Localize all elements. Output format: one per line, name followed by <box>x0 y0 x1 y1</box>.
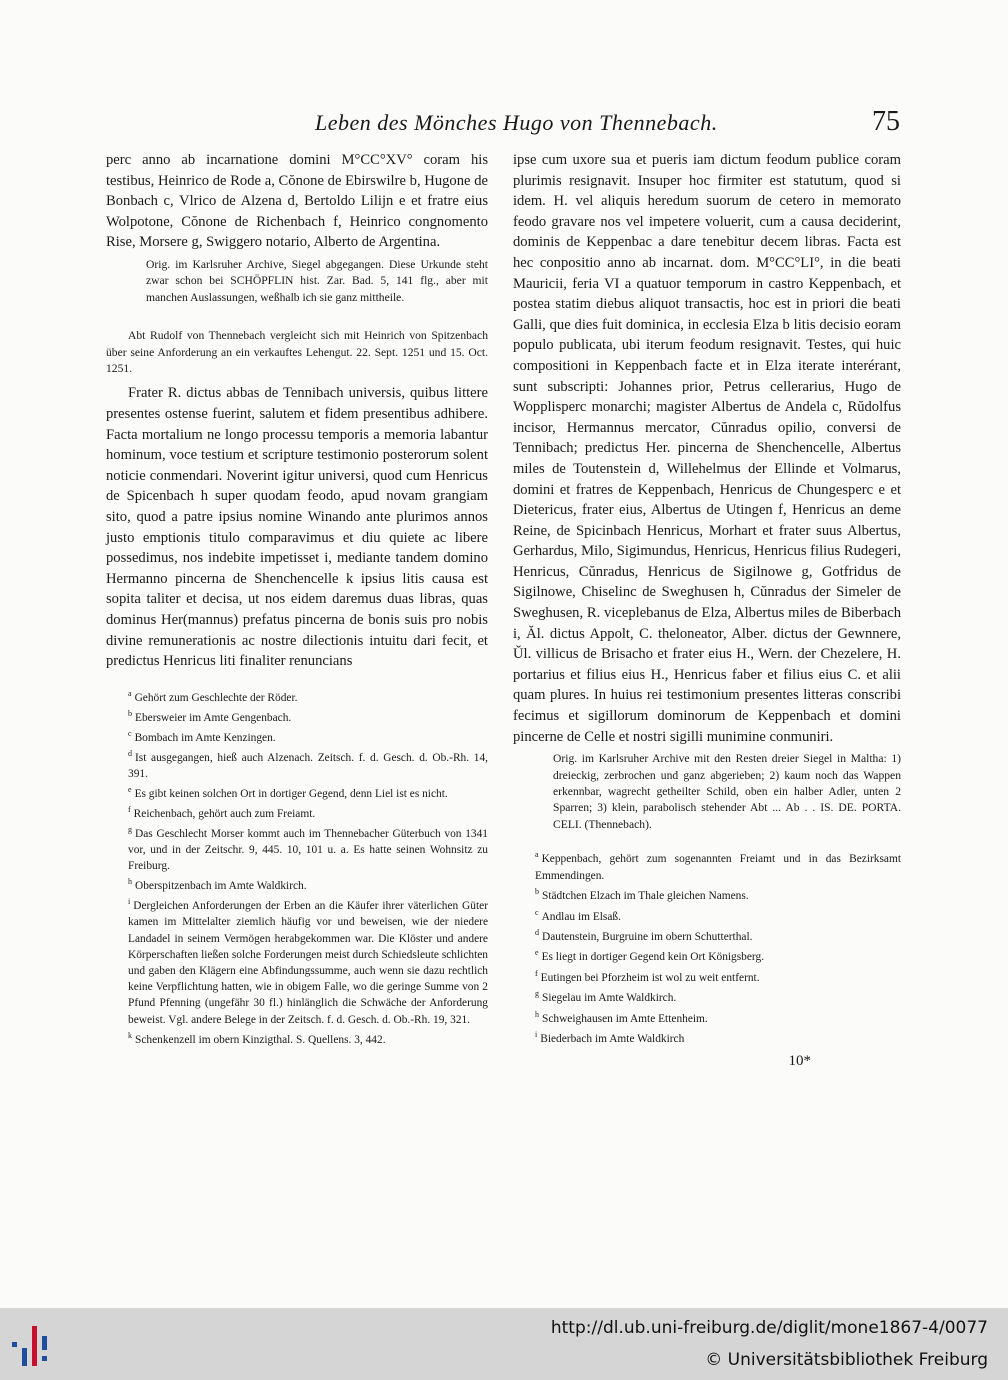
footnote: $^i$ Biederbach im Amte Waldkirch <box>535 1029 685 1045</box>
footnote: $^f$ Reichenbach, gehört auch zum Freiamt. <box>128 804 316 820</box>
footnote: $^b$ Städtchen Elzach im Thale gleichen Namens. <box>535 887 749 903</box>
footnote: $^g$ Siegelau im Amte Waldkirch. <box>535 989 677 1004</box>
left-column <box>106 150 488 1048</box>
footnote: $^h$ Oberspitzenbach im Amte Waldkirch. <box>128 877 307 893</box>
signature-mark: 10* <box>788 1053 811 1070</box>
copyright-text: © Universitätsbibliothek Freiburg <box>705 1350 988 1370</box>
footnote: $^c$ Bombach im Amte Kenzingen. <box>128 728 276 744</box>
footnote: $^a$ Keppenbach, gehört zum sogenannten Freiamt und in das Bezirksamt Emmendingen. <box>535 850 901 882</box>
footnote: $^i$ Dergleichen Anforderungen der Erben an die Käufer ihrer väterlichen Güter kamen im Mittelalter ziemlich häufig vor und beweisen, wie der niedere Landadel in seinem Vermögen herabgekommen war. Die Klöster und andere Körperschaften ließen solche Forderungen meist durch Schiedsleute schlichten und gaben den Klägern eine Abfindungssumme, auch wenn sie dazu rechtlich keine Verpflichtung hatten, wie in obigem Falle, wo die geringe Summe von 2 Pfund Pfenning (ungefähr 30 fl.) hinlänglich die Schwäche der Anforderung beweist. Vgl. andere Belege in der Zeitsch. f. d. Gesch. d. Ob.-Rh. 19, 321. <box>128 897 488 1026</box>
left-paragraph-1: perc anno ab incarnatione domini M°CC°XV° coram his testibus, Heinrico de Rode a, Cŏnone de Ebirswilre b, Hugone de Bonbach c, Vlrico de Alzena d, Bertoldo Lilijn e et fratre eius Wolpotone, Cŏnone de Richenbach f, Heinrico congnomento Rise, Morsere g, Swiggero notario, Alberto de Argentina. <box>106 152 488 251</box>
library-logo-icon <box>10 1320 54 1372</box>
footer-bar <box>0 1308 1008 1380</box>
archive-note-right: Orig. im Karlsruher Archive mit den Resten dreier Siegel in Maltha: 1) dreieckig, zerbrochen und ganz abgerieben; 2) kaum noch das Wappen erkennbar, wagrecht getheilter Schild, oben ein halber Adler, unten 2 Sparren; 3) klein, parabolisch stehender Abt ... Ab . . IS. DE. PORTA. CELI. (Thennebach). <box>553 752 901 831</box>
right-column <box>513 150 901 1070</box>
footnote: $^c$ Andlau im Elsaß. <box>535 907 621 923</box>
footnote: $^f$ Eutingen bei Pforzheim ist wol zu weit entfernt. <box>535 968 760 984</box>
footnote: $^h$ Schweighausen im Amte Ettenheim. <box>535 1009 708 1025</box>
footnote: $^e$ Es liegt in dortiger Gegend kein Ort Königsberg. <box>535 948 765 964</box>
running-title: Leben des Mönches Hugo von Thennebach. <box>315 110 718 135</box>
footnote: $^e$ Es gibt keinen solchen Ort in dortiger Gegend, denn Liel ist es nicht. <box>128 784 448 800</box>
right-footnotes <box>513 847 901 1047</box>
page-number: 75 <box>872 106 900 137</box>
document-heading: Abt Rudolf von Thennebach vergleicht sich mit Heinrich von Spitzenbach über seine Anforderung an ein verkauftes Lehengut. 22. Sept. 1251 und 15. Oct. 1251. <box>106 329 488 375</box>
footnote: $^d$ Ist ausgegangen, hieß auch Alzenach. Zeitsch. f. d. Gesch. d. Ob.-Rh. 14, 391. <box>128 748 488 780</box>
footnote: $^a$ Gehört zum Geschlechte der Röder. <box>128 688 298 704</box>
right-paragraph-1: ipse cum uxore sua et pueris iam dictum feodum publice coram plurimis resignavit. Insuper hoc firmiter est statutum, quod si idem. H. vel aliquis heredum suorum de cetero in memorato feodo gravare nos vel impetere voluerit, cum a causa deciderint, dominis de Keppenbac a dare tenebitur decem libras. Facta est hec conpositio anno ab incarnat. dom. M°CC°LI°, in die beati Mauricii, feria VI a quatuor temporum in castro Keppenbach, et postea statim diebus aliquot transactis, hoc est in priori die beati Galli, que dies fuit dominica, in ecclesia Elza b litis decisio eoram populo publicata, ubi iterum feodum resignavit. Testes, qui huic compositioni in Keppenbach facte et in Elza iterate interérant, sunt subscripti: Johannes prior, Petrus cellerarius, Hugo de Wopplisperc monarchi; magister Albertus de Andela c, Rŭdolfus incisor, Hermannus mercator, Cŭnradus opilio, conversi de Tennibach; predictus Her. pincerna de Shenchencelle, Albertus miles de Toutenstein d, Willehelmus der Ellinde et Volmarus, domini et fratres de Keppenbach, Henricus de Chungesperc e et Dietericus, frater eius, Albertus de Utingen f, Henricus an deme Reine, de Spicinbach Henricus, Morhart et frater suus Albertus, Gerhardus, Milo, Sigimundus, Henricus, Henricus filius Rudegeri, Henricus, Cŭnradus, Henricus de Sigilnowe g, Gotfridus de Sigilnowe, Chiselinc de Sweghusen h, Cŭnradus der Simeler de Sweghusen, R. viceplebanus de Elza, Albertus miles de Biberbach i, Ăl. dictus Appolt, C. theloneator, Alber. dictus der Gewnnere, Ŭl. villicus de Brisacho et frater eius H., Wern. der Chezelere, H. portarius et filius eius H., Henricus faber et filius eius C. et alii quam plures. In huius rei testimonium presentes litteras conscribi fecimus et sigillorum dominorum de Keppenbach et domini pincerne de Celle et nostri sigilli munimine conmuniri. <box>513 152 901 745</box>
running-head <box>300 108 900 138</box>
footnote: $^g$ Das Geschlecht Morser kommt auch im Thennebacher Güterbuch von 1341 vor, und in der Zeitschr. 9, 445. 10, 101 u. a. Es hatte seinen Wohnsitz zu Freiburg. <box>128 824 488 873</box>
left-footnotes <box>106 686 488 1048</box>
footnote: $^d$ Dautenstein, Burgruine im obern Schutterthal. <box>535 928 753 943</box>
source-url-link[interactable]: http://dl.ub.uni-freiburg.de/diglit/mone1867-4/0077 <box>550 1318 988 1338</box>
archive-note-left: Orig. im Karlsruher Archive, Siegel abgegangen. Diese Urkunde steht zwar schon bei SCHÖPFLIN hist. Zar. Bad. 5, 141 flg., aber mit manchen Auslassungen, weßhalb ich sie ganz mittheile. <box>146 257 488 304</box>
left-paragraph-2: Frater R. dictus abbas de Tennibach universis, quibus littere presentes ostense fuerint, salutem et fidem presentibus adhibere. Facta mortalium ne longo processu temporis a memoria labantur hominum, voce testium et scripture testimonio posterorum solent noticie conmendari. Noverint igitur universi, quod cum Henricus de Spicenbach h super quodam feodo, apud novam grangiam sito, quod a patre ipsius nomine Winando ante plurimos annos justo emptionis titulo comparavimus et diu quiete ac libere possedimus, nos indebite impetisset i, mediante tandem domino Hermanno pincerna de Shenchencelle k ipsius litis causa est sopita taliter et decisa, ut nos eidem daremus duas libras, quas dominus Her(mannus) prefatus pincerna de bonis suis pro nobis divine remunerationis ac nostre dilectionis intuitu dari fecit, et predictus Henricus liti finaliter renuncians <box>106 385 488 670</box>
footnote: $^k$ Schenkenzell im obern Kinzigthal. S. Quellens. 3, 442. <box>128 1030 386 1046</box>
footnote: $^b$ Ebersweier im Amte Gengenbach. <box>128 708 292 724</box>
